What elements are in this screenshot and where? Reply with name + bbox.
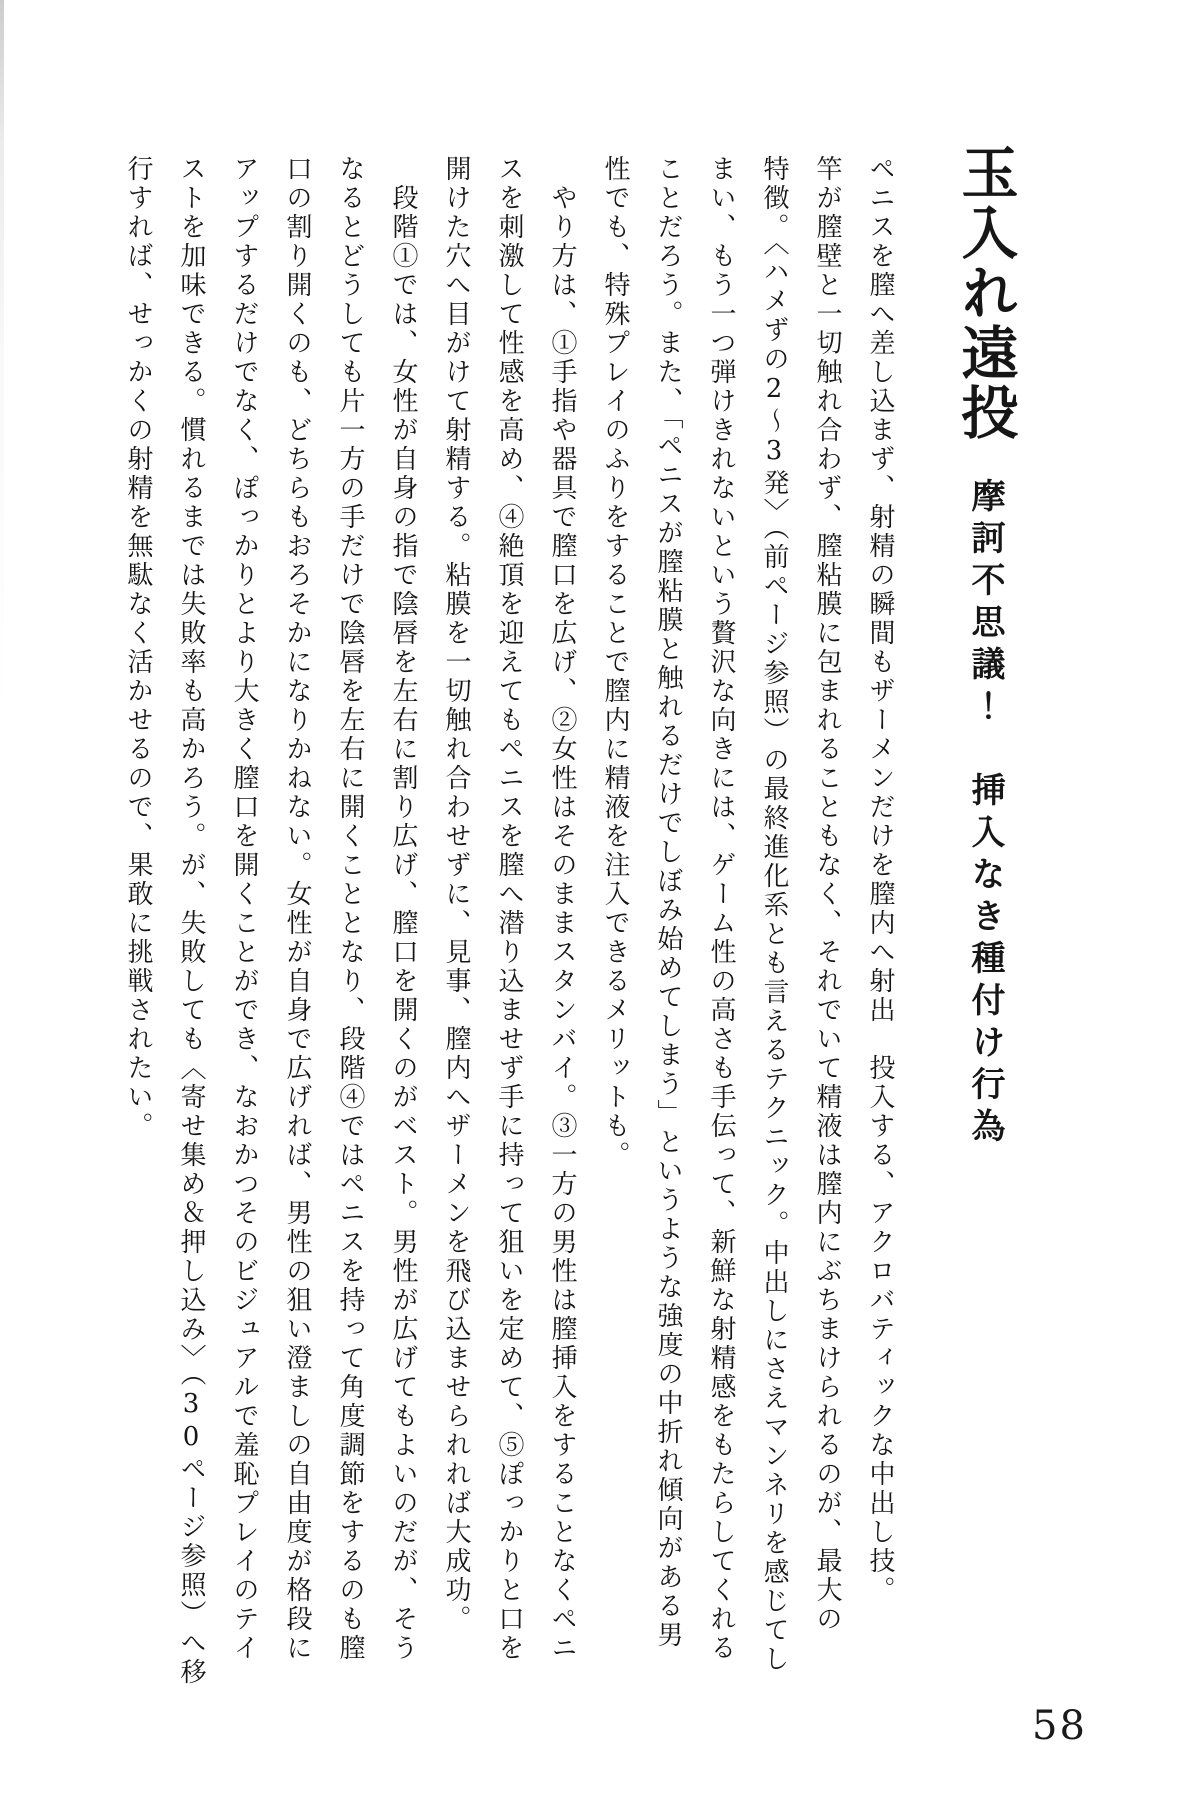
body-column: アップするだけでなく、ぽっかりとより大きく膣口を開くことができ、なおかつそのビジュアルで羞恥プレイのテイ: [229, 155, 259, 1663]
body-column: スを刺激して性感を高め、④絶頂を迎えてもペニスを膣へ潜り込ませず手に持って狙いを定めて、⑤ぽっかりと口を: [494, 155, 524, 1663]
article-body: [111, 143, 906, 1713]
body-column: 行すれば、せっかくの射精を無駄なく活かせるので、果敢に挑戦されたい。: [123, 155, 153, 1141]
body-column: ストを加味できる。慣れるまでは失敗率も高かろう。が、失敗しても〈寄せ集め＆押し込み〉（30ページ参照）へ移: [176, 155, 206, 1687]
body-column: ペニスを膣へ差し込まず、射精の瞬間もザーメンだけを膣内へ射出 投入する、アクロバティックな中出し技。: [865, 155, 895, 1605]
article: [111, 143, 1020, 1713]
body-column: 特徴。〈ハメずの2～3発〉（前ページ参照）の最終進化系とも言えるテクニック。中出しにさえマンネリを感じてし: [759, 155, 789, 1674]
body-column-paragraph-start: 段階①では、女性が自身の指で陰唇を左右に割り広げ、膣口を開くのがベスト。男性が広げてもよいのだが、そう: [388, 184, 418, 1663]
body-column-paragraph-start: やり方は、①手指や器具で膣口を広げ、②女性はそのままスタンバイ。③一方の男性は膣挿入をすることなくペニ: [547, 184, 577, 1663]
scan-edge-artifact: [0, 0, 4, 1800]
article-subtitle: 摩訶不思議！ 挿入なき種付け行為: [965, 478, 1005, 1150]
heading-column: [950, 143, 1020, 1713]
body-column: ことだろう。また、「ペニスが膣粘膜と触れるだけでしぼみ始めてしまう」というような強度の中折れ傾向がある男: [653, 155, 683, 1650]
page-number: 58: [1032, 1703, 1087, 1749]
body-column: なるとどうしても片一方の手だけで陰唇を左右に開くこととなり、段階④ではペニスを持って角度調節をするのも膣: [335, 155, 365, 1663]
article-title: 玉入れ遠投: [952, 143, 1019, 443]
body-column: 口の割り開くのも、どちらもおろそかになりかねない。女性が自身で広げれば、男性の狙い澄ましの自由度が格段に: [282, 155, 312, 1663]
body-column: 竿が膣壁と一切触れ合わず、膣粘膜に包まれることもなく、それでいて精液は膣内にぶちまけられるのが、最大の: [812, 155, 842, 1634]
body-column: まい、もう一つ弾けきれないという贅沢な向きには、ゲーム性の高さも手伝って、新鮮な射精感をもたらしてくれる: [706, 155, 736, 1663]
body-column: 性でも、特殊プレイのふりをすることで膣内に精液を注入できるメリットも。: [600, 155, 630, 1170]
body-column: 開けた穴へ目がけて射精する。粘膜を一切触れ合わせずに、見事、膣内へザーメンを飛び込ませられれば大成功。: [441, 155, 471, 1634]
